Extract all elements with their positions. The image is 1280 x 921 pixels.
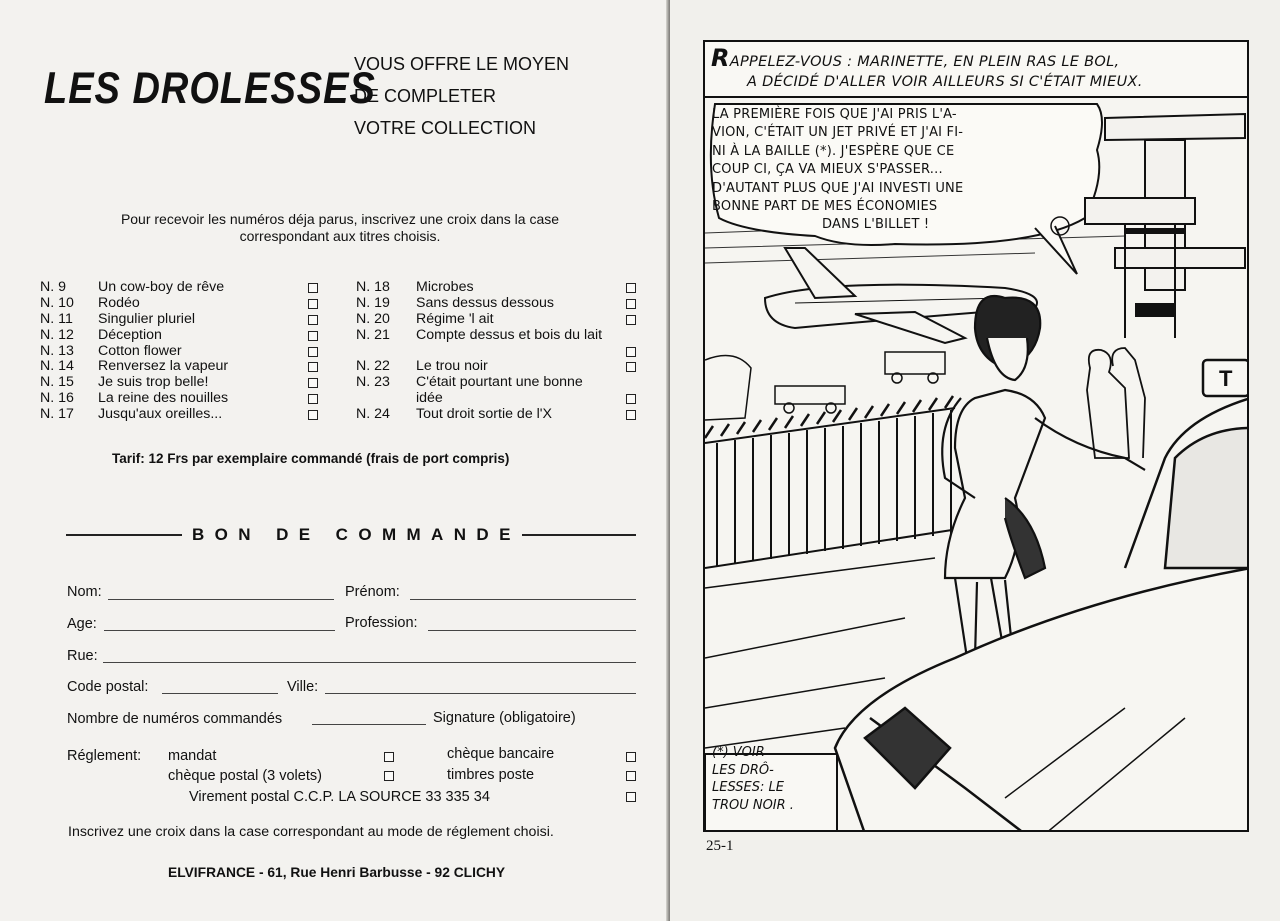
issue-row	[40, 344, 330, 360]
tarif-text: Tarif: 12 Frs par exemplaire commandé (frais de port compris)	[112, 451, 510, 466]
issue-number: N. 19	[356, 294, 390, 311]
issue-title: Sans dessus dessous	[416, 294, 555, 311]
offer-line: VOUS OFFRE LE MOYEN	[354, 54, 570, 74]
issue-title: Je suis trop belle!	[98, 374, 209, 391]
offer-text	[354, 48, 569, 144]
timbres-checkbox[interactable]	[626, 771, 636, 781]
issue-title: La reine des nouilles	[98, 390, 229, 407]
profession-field[interactable]	[428, 630, 636, 631]
issue-list-right	[356, 280, 646, 423]
order-form-title: BON DE COMMANDE	[192, 525, 521, 544]
intro-text	[70, 211, 610, 245]
issue-number: N. 9	[40, 279, 67, 295]
footnote-text	[712, 744, 824, 814]
offer-line: DE COMPLETER	[354, 86, 497, 106]
mandat-label: mandat	[168, 748, 217, 764]
footnote-line: (*) VOIR	[712, 745, 765, 760]
issue-checkbox[interactable]	[626, 315, 636, 325]
signature-label: Signature (obligatoire)	[433, 710, 576, 726]
bubble-line: VION, C'ÉTAIT UN JET PRIVÉ ET J'AI FI-	[712, 125, 964, 141]
background-people	[1087, 348, 1145, 458]
issue-number: N. 12	[40, 326, 74, 343]
footnote-line: LESSES: LE	[712, 780, 784, 795]
caption-initial: R	[711, 44, 730, 72]
issue-checkbox[interactable]	[626, 299, 636, 309]
nom-label: Nom:	[67, 584, 102, 600]
issue-title: Rodéo	[98, 294, 140, 311]
issue-checkbox[interactable]	[308, 299, 318, 309]
issue-checkbox[interactable]	[626, 394, 636, 404]
logo: LES DROLESSES	[44, 64, 376, 114]
prenom-label: Prénom:	[345, 584, 400, 600]
issue-row	[40, 296, 330, 312]
bubble-line: COUP CI, ÇA VA MIEUX S'PASSER...	[712, 162, 943, 178]
issue-number: N. 14	[40, 358, 74, 375]
issue-checkbox[interactable]	[308, 283, 318, 293]
issue-row	[356, 359, 646, 375]
issue-title: C'était pourtant une bonne idée	[416, 374, 583, 407]
bubble-line: NI À LA BAILLE (*). J'ESPÈRE QUE CE	[712, 143, 955, 159]
intro-line: correspondant aux titres choisis.	[239, 228, 441, 244]
issue-title: Régime 'l ait	[416, 310, 494, 327]
issue-number: N. 22	[356, 358, 390, 375]
issue-number: N. 18	[356, 279, 390, 295]
issue-checkbox[interactable]	[308, 331, 318, 341]
airport-fence	[705, 396, 965, 568]
issue-row	[40, 407, 330, 423]
mandat-checkbox[interactable]	[384, 752, 394, 762]
issue-title: Microbes	[416, 279, 474, 295]
issue-row	[40, 375, 330, 391]
issue-number: N. 11	[40, 310, 73, 327]
issue-number: N. 20	[356, 310, 390, 327]
issue-row	[356, 296, 646, 312]
speech-bubble-text	[712, 106, 1092, 235]
footnote-line: LES DRÔ-	[712, 762, 774, 778]
footnote-line: TROU NOIR .	[712, 797, 794, 813]
issue-number: N. 24	[356, 406, 390, 423]
issue-row	[40, 328, 330, 344]
bubble-line: D'AUTANT PLUS QUE J'AI INVESTI UNE	[712, 180, 964, 196]
issue-number: N. 21	[356, 326, 390, 343]
issue-row	[40, 312, 330, 328]
issue-title: Un cow-boy de rêve	[98, 279, 225, 295]
offer-line: VOTRE COLLECTION	[354, 118, 537, 138]
virement-label: Virement postal C.C.P. LA SOURCE 33 335 34	[189, 789, 490, 805]
issue-number: N. 13	[40, 342, 74, 359]
issue-title: Déception	[98, 326, 162, 343]
issue-checkbox[interactable]	[308, 410, 318, 420]
code-postal-label: Code postal:	[67, 679, 149, 695]
issue-title: Tout droit sortie de l'X	[416, 406, 552, 423]
divider-line	[66, 534, 182, 536]
ville-label: Ville:	[287, 679, 319, 695]
issue-title: Jusqu'aux oreilles...	[98, 406, 223, 423]
bubble-line: BONNE PART DE MES ÉCONOMIES	[712, 199, 938, 215]
issue-checkbox[interactable]	[308, 394, 318, 404]
issue-list-left	[40, 280, 330, 423]
issue-title: Cotton flower	[98, 342, 182, 359]
issue-row	[356, 375, 646, 407]
issue-number: N. 10	[40, 294, 74, 311]
profession-label: Profession:	[345, 615, 418, 631]
issue-row	[356, 312, 646, 328]
rue-label: Rue:	[67, 648, 98, 664]
issue-row	[40, 391, 330, 407]
age-field[interactable]	[104, 630, 335, 631]
cheque-bancaire-label: chèque bancaire	[447, 746, 555, 762]
publisher-address: ELVIFRANCE - 61, Rue Henri Barbusse - 92 CLICHY	[168, 865, 506, 880]
issue-title: Singulier pluriel	[98, 310, 195, 327]
issue-row	[40, 280, 330, 296]
virement-checkbox[interactable]	[626, 792, 636, 802]
nom-field[interactable]	[108, 599, 334, 600]
intro-line: Pour recevoir les numéros déja parus, inscrivez une croix dans la case	[120, 211, 560, 227]
issue-number: N. 16	[40, 390, 74, 407]
issue-row	[356, 280, 646, 296]
bubble-line: DANS L'BILLET !	[822, 217, 930, 233]
issue-title: Le trou noir	[416, 358, 488, 375]
reglement-label: Réglement:	[67, 748, 142, 764]
ville-field[interactable]	[325, 693, 636, 694]
caption-line: APPELEZ-VOUS : MARINETTE, EN PLEIN RAS LE BOL,	[729, 54, 1120, 70]
issue-title: Compte dessus et bois du lait	[416, 326, 603, 343]
instruction-text: Inscrivez une croix dans la case correspondant au mode de réglement choisi.	[68, 824, 554, 840]
issue-checkbox[interactable]	[308, 362, 318, 372]
cheque-bancaire-checkbox[interactable]	[626, 752, 636, 762]
bubble-line: LA PREMIÈRE FOIS QUE J'AI PRIS L'A-	[712, 107, 957, 122]
issue-number: N. 15	[40, 374, 74, 391]
issue-row	[40, 359, 330, 375]
caption-line: A DÉCIDÉ D'ALLER VOIR AILLEURS SI C'ÉTAIT MIEUX.	[747, 74, 1143, 90]
rue-field[interactable]	[103, 662, 636, 663]
narration-caption	[705, 42, 1247, 98]
issue-checkbox[interactable]	[626, 410, 636, 420]
cheque-postal-checkbox[interactable]	[384, 771, 394, 781]
age-label: Age:	[67, 616, 97, 632]
issue-number: N. 17	[40, 406, 74, 423]
cheque-postal-label: chèque postal (3 volets)	[168, 768, 322, 784]
ground-vehicles	[705, 352, 945, 420]
issue-row	[356, 328, 646, 360]
divider-line	[522, 534, 636, 536]
issue-number: N. 23	[356, 374, 390, 391]
issue-checkbox[interactable]	[308, 347, 318, 357]
prenom-field[interactable]	[410, 599, 636, 600]
issue-checkbox[interactable]	[626, 283, 636, 293]
page-number: 25-1	[706, 838, 734, 854]
issue-checkbox[interactable]	[308, 315, 318, 325]
issue-checkbox[interactable]	[308, 378, 318, 388]
nombre-field[interactable]	[312, 724, 426, 725]
issue-title: Renversez la vapeur	[98, 358, 229, 375]
nombre-label: Nombre de numéros commandés	[67, 711, 283, 727]
code-postal-field[interactable]	[162, 693, 278, 694]
taxi-sign-letter: T	[1219, 366, 1233, 391]
timbres-label: timbres poste	[447, 767, 535, 783]
issue-checkbox[interactable]	[626, 362, 636, 372]
issue-checkbox[interactable]	[626, 347, 636, 357]
issue-row	[356, 407, 646, 423]
